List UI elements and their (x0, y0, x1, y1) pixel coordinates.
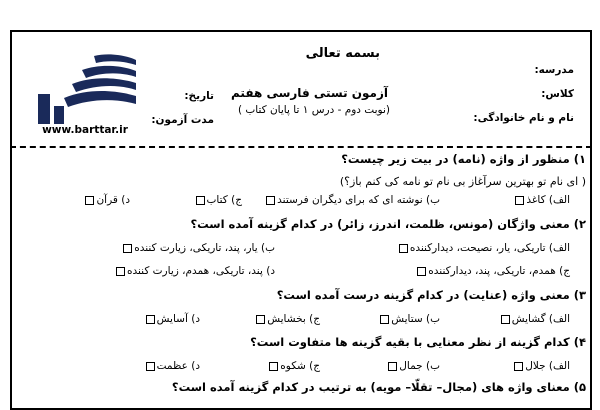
question-2-title: ۲) معنی واژگان (مونس، ظلمت، اندرز، زائر) در کدام گزینه آمده است؟ (190, 217, 586, 231)
option-label: الف) تاریکی، یار، نصیحت، دیدارکننده (409, 242, 570, 254)
option-label: ب) یار، پند، تاریکی، زیارت کننده (134, 242, 275, 254)
question-3-option-a[interactable] (501, 313, 570, 325)
checkbox[interactable] (266, 196, 275, 205)
option-label: الف) کاغذ (526, 194, 570, 206)
question-3-title: ۳) معنی واژه (عنایت) در کدام گزینه درست آمده است؟ (276, 288, 586, 302)
checkbox[interactable] (514, 362, 523, 371)
option-label: د) قرآن (96, 194, 130, 206)
header-title: بسمه تعالی (305, 46, 380, 61)
checkbox[interactable] (146, 362, 155, 371)
checkbox[interactable] (380, 315, 389, 324)
school-label: مدرسه: (534, 64, 574, 76)
question-2-option-d[interactable] (116, 265, 275, 277)
option-label: د) عظمت (156, 360, 200, 372)
question-3-option-c[interactable] (256, 313, 320, 325)
checkbox[interactable] (196, 196, 205, 205)
question-3-option-b[interactable] (380, 313, 440, 325)
question-5-title: ۵) معنای واژه های (مجال– تقلّا– مویه) به ترتیب در کدام گزینه آمده است؟ (171, 380, 586, 394)
logo-url: www.barttar.ir (42, 124, 128, 136)
option-label: د) پند، تاریکی، همدم، زیارت کننده (126, 265, 275, 277)
question-4-option-b[interactable] (388, 360, 440, 372)
option-label: ج) بخشایش (267, 313, 320, 325)
question-4-title: ۴) کدام گزینه از نظر معنایی با بقیه گزینه ها متفاوت است؟ (250, 335, 586, 349)
exam-title: آزمون تستی فارسی هفتم (231, 86, 388, 100)
question-4-option-c[interactable] (269, 360, 320, 372)
option-label: ج) همدم، تاریکی، پند، دیدارکننده (428, 265, 570, 277)
option-label: ج) کتاب (206, 194, 242, 206)
checkbox[interactable] (515, 196, 524, 205)
question-1-option-b[interactable] (266, 194, 440, 206)
question-1-option-d[interactable] (85, 194, 130, 206)
checkbox[interactable] (256, 315, 265, 324)
checkbox[interactable] (269, 362, 278, 371)
question-1-verse: ( ای نام تو بهترین سرآغاز بی نام تو نامه کی کنم باز؟) (339, 175, 586, 188)
checkbox[interactable] (417, 267, 426, 276)
option-label: ب) ستایش (391, 313, 440, 325)
checkbox[interactable] (399, 244, 408, 253)
option-label: ب) نوشته ای که برای دیگران فرستند (277, 194, 440, 206)
checkbox[interactable] (146, 315, 155, 324)
checkbox[interactable] (123, 244, 132, 253)
question-2-option-c[interactable] (417, 265, 570, 277)
question-1-title: ۱) منظور از واژه (نامه) در بیت زیر چیست؟ (341, 152, 586, 166)
question-2-option-a[interactable] (399, 242, 570, 254)
checkbox[interactable] (388, 362, 397, 371)
checkbox[interactable] (85, 196, 94, 205)
question-1-option-a[interactable] (515, 194, 570, 206)
name-label: نام و نام خانوادگی: (473, 112, 574, 124)
header-separator (10, 146, 592, 148)
class-label: کلاس: (541, 88, 574, 100)
date-label: تاریخ: (184, 90, 214, 102)
duration-label: مدت آزمون: (151, 114, 214, 126)
question-2-option-b[interactable] (123, 242, 275, 254)
checkbox[interactable] (501, 315, 510, 324)
option-label: د) آسایش (156, 313, 200, 325)
exam-subtitle: (نوبت دوم - درس ۱ تا پایان کتاب ) (237, 104, 390, 116)
option-label: ج) شکوه (280, 360, 320, 372)
question-1-option-c[interactable] (196, 194, 242, 206)
option-label: الف) جلال (525, 360, 570, 372)
question-4-option-d[interactable] (146, 360, 200, 372)
option-label: الف) گشایش (511, 313, 570, 325)
question-4-option-a[interactable] (514, 360, 570, 372)
question-3-option-d[interactable] (146, 313, 200, 325)
checkbox[interactable] (116, 267, 125, 276)
barttar-logo (32, 50, 142, 130)
option-label: ب) جمال (399, 360, 440, 372)
